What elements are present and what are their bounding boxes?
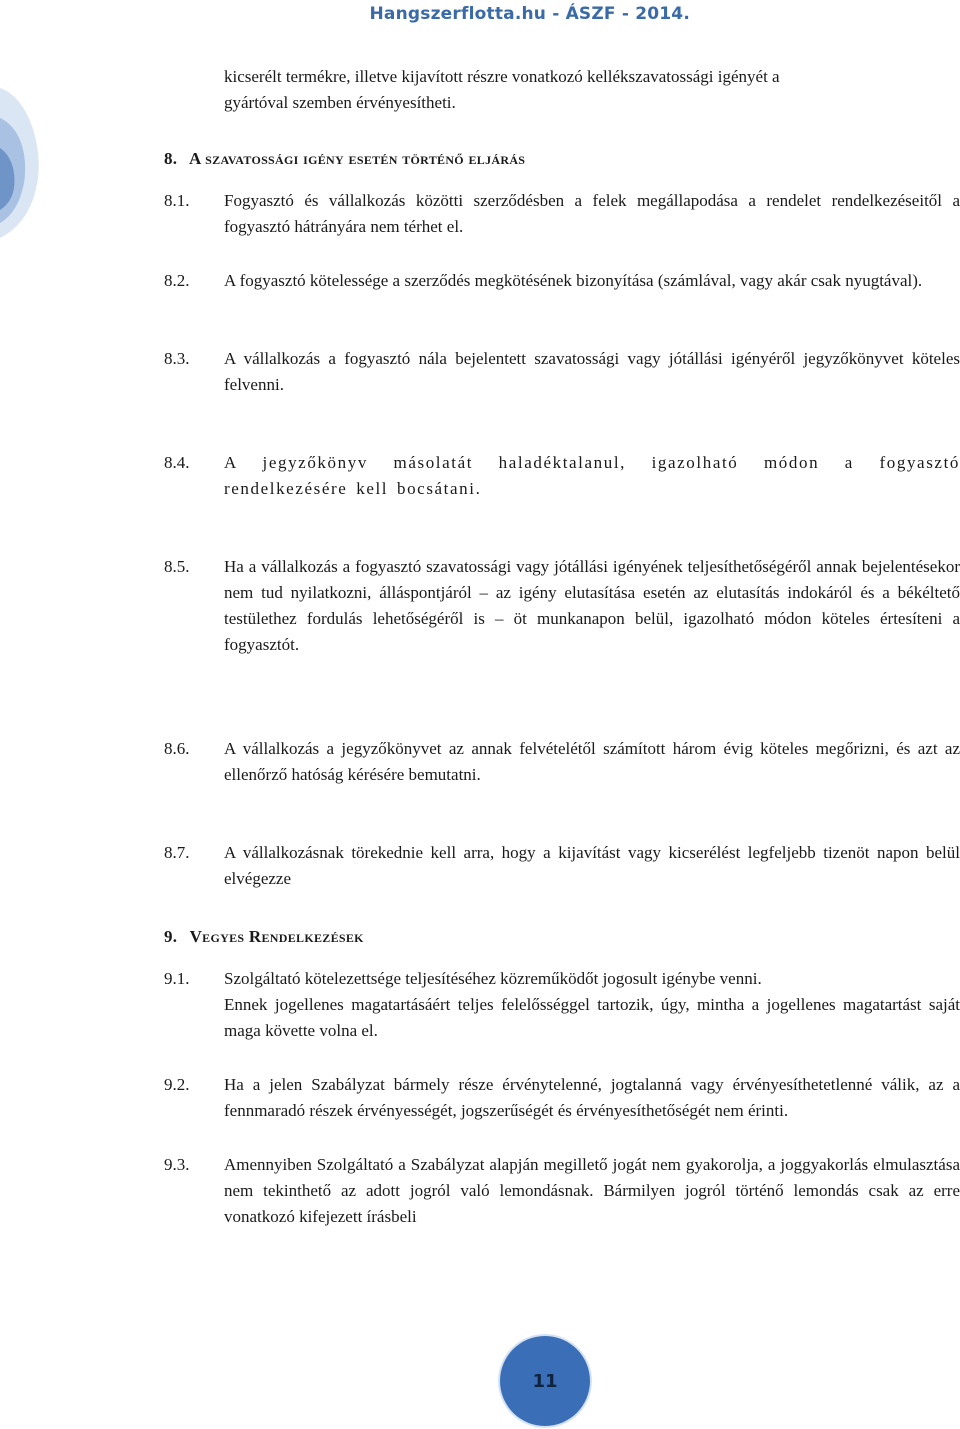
clause-text: Amennyiben Szolgáltató a Szabályzat alapján megillető jogát nem gyakorolja, a joggyakorlás elmulasztása nem tekinthető az adott jogról való lemondásnak. Bármilyen jogról történő lemondás csak az erre vonatkozó kifejezett írásbeli [224,1155,960,1226]
clause-text: Ha a vállalkozás a fogyasztó szavatossági vagy jótállási igényének teljesíthetőségéről annak bejelentésekor nem tud nyilatkozni, álláspontjáról – az igény elutasítása esetén az elutasítás indokáról és a békéltető testülethez fordulás lehetőségéről is – öt munkanapon belül, igazolható módon köteles értesíteni a fogyasztót. [224,557,960,654]
clause-text: A vállalkozás a fogyasztó nála bejelentett szavatossági vagy jótállási igényéről jegyzőkönyvet köteles felvenni. [224,349,960,394]
section-8-title: A szavatossági igény esetén történő eljárás [188,149,526,168]
clause-8-7 [164,840,960,892]
clause-9-1-continuation: Ennek jogellenes magatartásáért teljes felelősséggel tartozik, úgy, mintha a jogellenes magatartást saját maga követte volna el. [224,995,960,1040]
clause-9-2 [164,1072,960,1124]
clause-number: 8.3. [164,349,190,368]
header-title: Hangszerflotta.hu - ÁSZF - 2014. [369,4,690,24]
clause-8-3 [164,346,960,398]
clause-8-5 [164,554,960,658]
clause-number: 9.2. [164,1075,190,1094]
clause-number: 9.3. [164,1155,190,1174]
clause-number: 9.1. [164,969,190,988]
clause-number: 8.2. [164,271,190,290]
page-number: 11 [532,1370,558,1392]
clause-text: Ha a jelen Szabályzat bármely része érvénytelenné, jogtalanná vagy érvényesíthetetlenné válik, az a fennmaradó részek érvényességét, jogszerűségét és érvényesíthetőségét nem érinti. [224,1075,960,1120]
clause-8-4 [164,450,960,502]
section-9-number: 9. [164,927,178,946]
clause-number: 8.6. [164,739,190,758]
clause-8-1 [164,188,960,240]
intro-line-1: kicserélt termékre, illetve kijavított részre vonatkozó kellékszavatossági igényét a [224,67,780,86]
clause-number: 8.5. [164,557,190,576]
section-9-heading [164,924,960,950]
page-number-badge [500,1336,590,1426]
document-body [164,64,960,1230]
intro-paragraph [224,64,960,116]
intro-line-2: gyártóval szemben érvényesítheti. [224,93,456,112]
clause-text: Fogyasztó és vállalkozás közötti szerződésben a felek megállapodása a rendelet rendelkezéseitől a fogyasztó hátrányára nem térhet el. [224,191,960,236]
clause-number: 8.7. [164,843,190,862]
section-8-heading [164,146,960,172]
clause-8-6 [164,736,960,788]
clause-text: A vállalkozás a jegyzőkönyvet az annak felvételétől számított három évig köteles megőrizni, és azt az ellenőrző hatóság kérésére bemutatni. [224,739,960,784]
clause-number: 8.1. [164,191,190,210]
clause-number: 8.4. [164,453,190,472]
clause-text: A jegyzőkönyv másolatát haladéktalanul, igazolható módon a fogyasztó rendelkezésére kell bocsátani. [224,453,960,498]
clause-text: A fogyasztó kötelessége a szerződés megkötésének bizonyítása (számlával, vagy akár csak nyugtával). [224,271,923,290]
decorative-arc-icon [0,88,60,238]
section-8-number: 8. [164,149,178,168]
clause-9-1 [164,966,960,992]
clause-text: Szolgáltató kötelezettsége teljesítéséhez közreműködőt jogosult igénybe venni. [224,969,762,988]
clause-text: A vállalkozásnak törekednie kell arra, hogy a kijavítást vagy kicserélést legfeljebb tizenöt napon belül elvégezze [224,843,960,888]
clause-8-2 [164,268,960,294]
section-9-title: Vegyes Rendelkezések [189,927,364,946]
clause-9-3 [164,1152,960,1230]
